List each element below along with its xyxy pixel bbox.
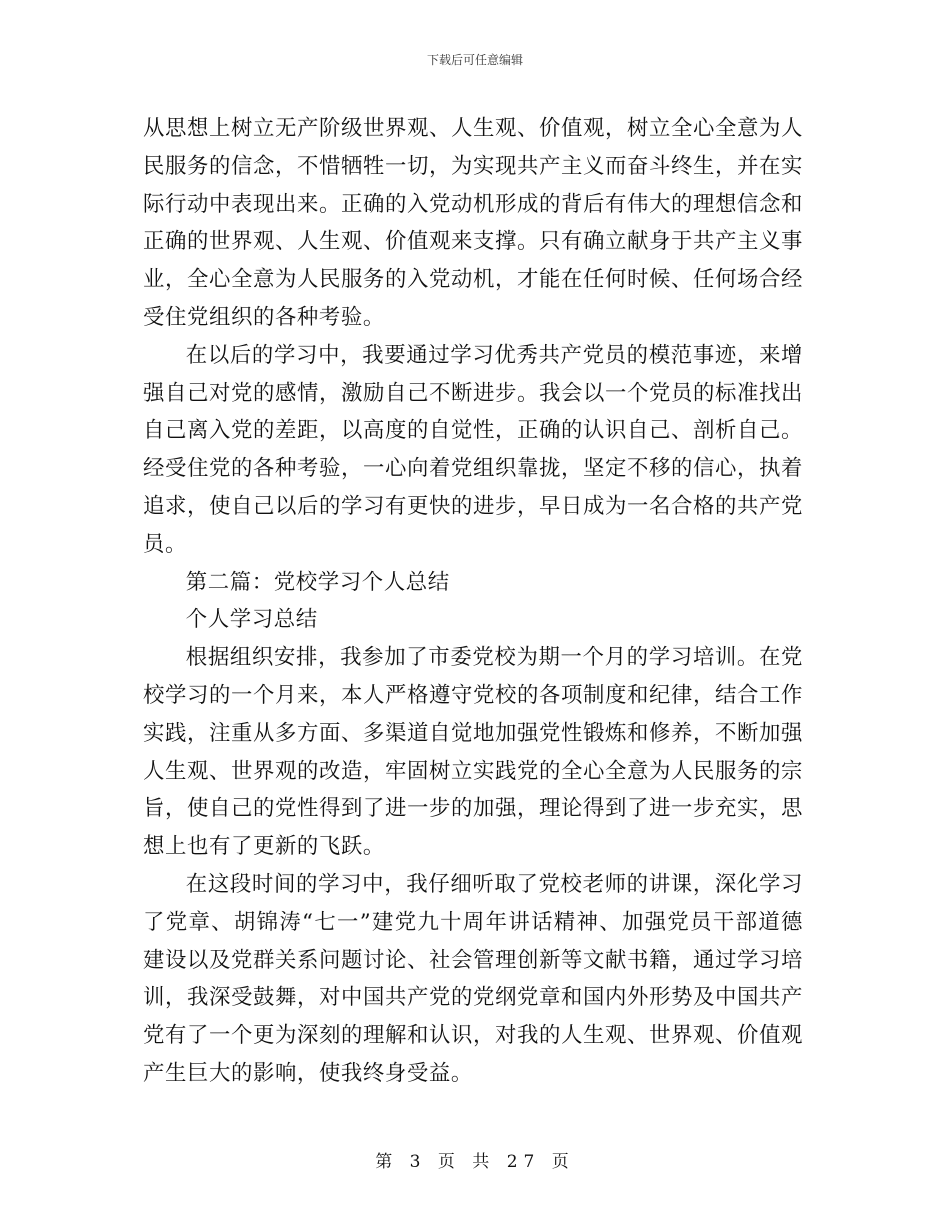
paragraph-2: 在以后的学习中，我要通过学习优秀共产党员的模范事迹，来增强自己对党的感情，激励自己不断进步。我会以一个党员的标准找出自己离入党的差距，以高度的自觉性，正确的认识自己、剖析自己。经受住党的各种考验，一心向着党组织靠拢，坚定不移的信心，执着追求，使自己以后的学习有更快的进步，早日成为一名合格的共产党员。	[143, 342, 803, 557]
paragraph-4: 在这段时间的学习中，我仔细听取了党校老师的讲课，深化学习了党章、胡锦涛“七一”建党九十周年讲话精神、加强党员干部道德建设以及党群关系问题讨论、社会管理创新等文献书籍，通过学习培训，我深受鼓舞，对中国共产党的党纲党章和国内外形势及中国共产党有了一个更为深刻的理解和认识，对我的人生观、世界观、价值观产生巨大的影响，使我终身受益。	[143, 871, 803, 1086]
paragraph-1: 从思想上树立无产阶级世界观、人生观、价值观，树立全心全意为人民服务的信念，不惜牺牲一切，为实现共产主义而奋斗终生，并在实际行动中表现出来。正确的入党动机形成的背后有伟大的理想信念和正确的世界观、人生观、价值观来支撑。只有确立献身于共产主义事业，全心全意为人民服务的入党动机，才能在任何时候、任何场合经受住党组织的各种考验。	[143, 116, 803, 330]
document-body	[143, 110, 803, 1093]
page-header: 下载后可任意编辑	[426, 53, 523, 67]
page-number-footer: 第 3 页 共 27 页	[375, 1152, 575, 1172]
paragraph-3: 根据组织安排，我参加了市委党校为期一个月的学习培训。在党校学习的一个月来，本人严格遵守党校的各项制度和纪律，结合工作实践，注重从多方面、多渠道自觉地加强党性锻炼和修养，不断加强人生观、世界观的改造，牢固树立实践党的全心全意为人民服务的宗旨，使自己的党性得到了进一步的加强，理论得到了进一步充实，思想上也有了更新的飞跃。	[143, 645, 803, 860]
section-heading: 第二篇：党校学习个人总结	[185, 569, 450, 595]
section-subtitle: 个人学习总结	[185, 607, 318, 633]
